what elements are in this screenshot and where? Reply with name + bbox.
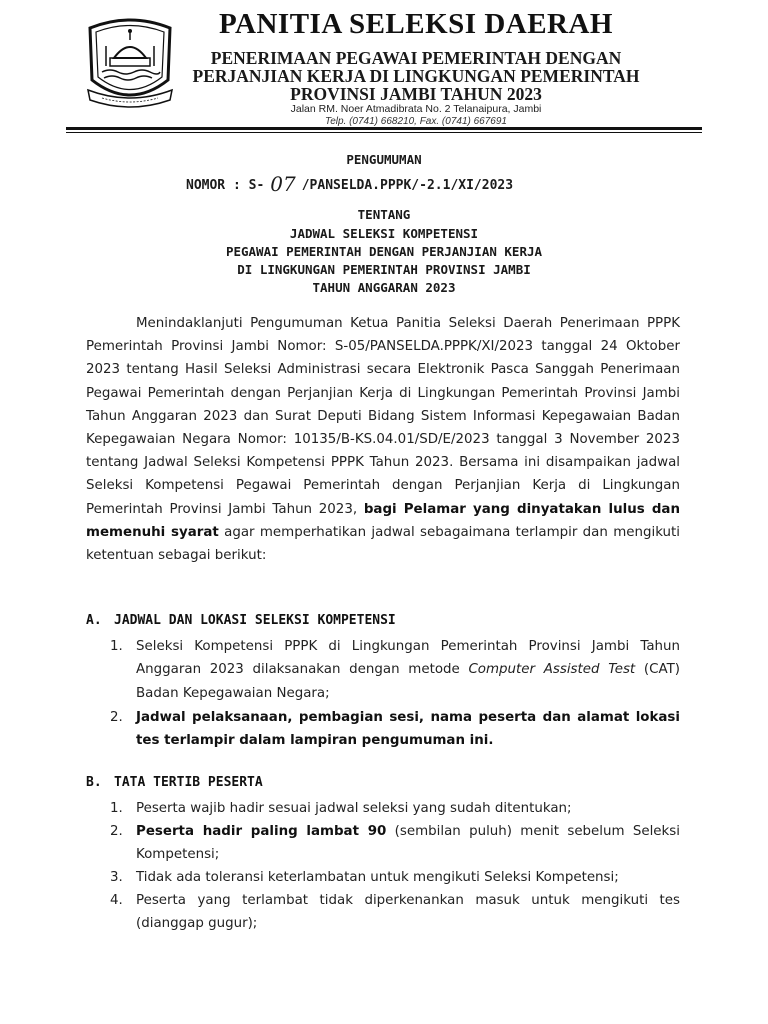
- intro-text-a: Menindaklanjuti Pengumuman Ketua Panitia Seleksi Daerah Penerimaan PPPK Pemerintah Provinsi Jambi Nomor: S-05/PANSELDA.PPPK/XI/2023 tanggal 24 Oktober 2023 tentang Hasil Seleksi Administrasi secara Elektronik Pasca Sanggah Penerimaan Pegawai Pemerintah dengan Perjanjian Kerja di Lingkungan Pemerintah Provinsi Jambi Tahun Anggaran 2023 dan Surat Deputi Bidang Sistem Informasi Kepegawaian Badan Kepegawaian Negara Nomor: 10135/B-KS.04.01/SD/E/2023 tanggal 3 November 2023 tentang Jadwal Seleksi Kompetensi PPPK Tahun 2023. Bersama ini disampaikan jadwal Seleksi Kompetensi Pegawai Pemerintah dengan Perjanjian Kerja di Lingkungan Pemerintah Provinsi Jambi Tahun 2023,: [86, 316, 680, 517]
- section-a-letter: A.: [86, 613, 102, 628]
- subject-line-1: JADWAL SELEKSI KOMPETENSI: [289, 226, 479, 241]
- section-b-letter: B.: [86, 775, 102, 790]
- subject-line-2: PEGAWAI PEMERINTAH DENGAN PERJANJIAN KERJA: [225, 244, 543, 259]
- letterhead: [0, 0, 768, 132]
- org-subtitle-line-2: PERJANJIAN KERJA DI LINGKUNGAN PEMERINTAH: [192, 66, 640, 86]
- nomor-suffix: /PANSELDA.PPPK/-2.1/XI/2023: [301, 178, 514, 193]
- item-text-b: (CAT) Badan Kepegawaian Negara;: [136, 662, 680, 701]
- section-b-item-4: [110, 889, 680, 936]
- org-phone: Telp. (0741) 668210, Fax. (0741) 667691: [325, 116, 507, 127]
- org-address: Jalan RM. Noer Atmadibrata No. 2 Telanaipura, Jambi: [290, 103, 542, 115]
- announcement-label: PENGUMUMAN: [346, 152, 422, 167]
- section-a-heading: [86, 613, 396, 628]
- section-b-item-2: [110, 820, 680, 867]
- item-number: 4.: [110, 893, 123, 908]
- tentang-label: TENTANG: [357, 207, 411, 222]
- announcement-number: [186, 170, 513, 194]
- section-b-title: TATA TERTIB PESERTA: [114, 775, 263, 790]
- item-text-bold: Jadwal pelaksanaan, pembagian sesi, nama peserta dan alamat lokasi tes terlampir dalam lampiran pengumuman ini.: [136, 710, 680, 749]
- item-text-bold: Peserta hadir paling lambat 90: [136, 824, 387, 839]
- section-a-title: JADWAL DAN LOKASI SELEKSI KOMPETENSI: [114, 613, 396, 628]
- item-text-italic: Computer Assisted Test: [468, 662, 636, 678]
- nomor-handwritten: 07: [270, 172, 296, 196]
- letterhead-divider-thin: [66, 132, 702, 133]
- subject-line-3: DI LINGKUNGAN PEMERINTAH PROVINSI JAMBI: [237, 262, 531, 277]
- item-text: Peserta wajib hadir sesuai jadwal seleksi yang sudah ditentukan;: [136, 801, 572, 816]
- item-number: 2.: [110, 824, 123, 839]
- section-b-heading: [86, 775, 263, 790]
- org-subtitle-line-3: PROVINSI JAMBI TAHUN 2023: [290, 84, 542, 104]
- intro-paragraph: [86, 312, 680, 567]
- jambi-province-emblem-icon: [80, 10, 180, 112]
- section-a-item-1: [110, 635, 680, 705]
- item-number: 3.: [110, 870, 123, 885]
- nomor-prefix: NOMOR : S-: [186, 178, 265, 193]
- item-number: 1.: [110, 801, 123, 816]
- item-number: 2.: [110, 710, 123, 725]
- letterhead-divider-thick: [66, 127, 702, 130]
- item-text-a: Seleksi Kompetensi PPPK di Lingkungan Pemerintah Provinsi Jambi Tahun Anggaran 2023 dilaksanakan dengan metode: [136, 639, 680, 678]
- section-b-item-3: [110, 866, 680, 889]
- org-subtitle-line-1: PENERIMAAN PEGAWAI PEMERINTAH DENGAN: [210, 48, 622, 68]
- subject-line-4: TAHUN ANGGARAN 2023: [312, 280, 456, 295]
- item-text: Tidak ada toleransi keterlambatan untuk mengikuti Seleksi Kompetensi;: [136, 870, 619, 885]
- intro-text-b: agar memperhatikan jadwal sebagaimana terlampir dan mengikuti ketentuan sebagai berikut:: [86, 524, 680, 564]
- section-b-item-1: [110, 797, 680, 820]
- item-text: Peserta yang terlambat tidak diperkenankan masuk untuk mengikuti tes (dianggap gugur);: [136, 893, 680, 932]
- item-text: (sembilan puluh) menit sebelum Seleksi Kompetensi;: [136, 824, 680, 863]
- intro-text-bold: bagi Pelamar yang dinyatakan lulus dan memenuhi syarat: [86, 501, 680, 540]
- section-a-item-2: [110, 706, 680, 753]
- item-number: 1.: [110, 639, 123, 654]
- org-title: PANITIA SELEKSI DAERAH: [218, 8, 613, 40]
